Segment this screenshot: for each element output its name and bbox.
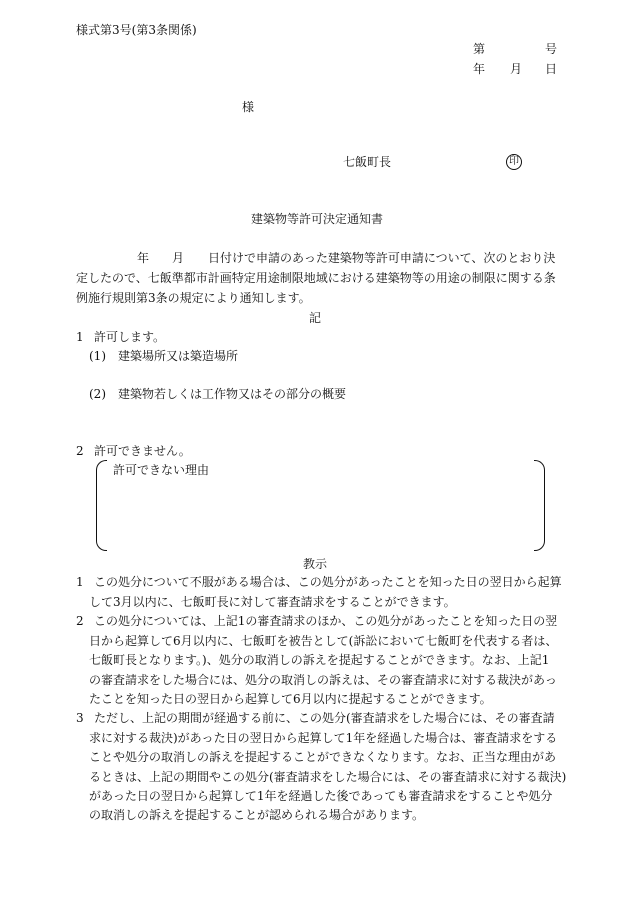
instruction-line: があった日の翌日から起算して1年を経過した後であっても審査請求をすることや処分 <box>89 789 553 803</box>
date-month: 月 <box>510 62 523 76</box>
instruction-line: ただし、上記の期間が経過する前に、この処分(審査請求をした場合には、その審査請 <box>94 711 555 725</box>
instruction-line: 日から起算して6月以内に、七飯町を被告として(訴訟において七飯町を代表する者は、 <box>89 634 558 648</box>
section-number: 1 <box>76 330 84 344</box>
instruction-line: この処分について不服がある場合は、この処分があったことを知った日の翌日から起算 <box>94 575 562 589</box>
seal-mark: 印 <box>506 154 522 170</box>
number-suffix: 号 <box>545 42 558 56</box>
instruction-line: の審査請求をした場合には、処分の取消しの訴えは、その審査請求に対する裁決があっ <box>89 673 557 687</box>
instruction-line: ことや処分の取消しの訴えを提起することができなくなります。なお、正当な理由があ <box>89 750 557 764</box>
document-title: 建築物等許可決定通知書 <box>251 212 384 226</box>
instruction-line: の取消しの訴えを提起することが認められる場合があります。 <box>89 808 425 822</box>
instruction-line: 七飯町長となります。)、処分の取消しの訴えを提起することができます。なお、上記1 <box>89 653 550 667</box>
instruction-line: たことを知った日の翌日から起算して6月以内に提起することができます。 <box>89 692 492 706</box>
instruction-line: るときは、上記の期間やこの処分(審査請求をした場合には、その審査請求に対する裁決) <box>89 770 567 784</box>
section-text: 許可できません。 <box>94 444 191 458</box>
instruction-number: 3 <box>76 711 84 725</box>
instruction-line: この処分については、上記1の審査請求のほか、この処分があったことを知った日の翌 <box>94 614 558 628</box>
intro-line-3: 例施行規則第3条の規定により通知します。 <box>76 291 311 305</box>
reason-bracket-right <box>534 460 545 551</box>
reason-label: 許可できない理由 <box>113 463 210 477</box>
date-day: 日 <box>545 62 558 76</box>
item-number: (1) <box>89 349 106 363</box>
sender: 七飯町長 <box>343 155 392 169</box>
instruction-number: 2 <box>76 614 84 628</box>
reason-bracket-left <box>96 460 107 551</box>
instruction-line: して3月以内に、七飯町長に対して審査請求をすることができます。 <box>89 595 456 609</box>
item-text: 建築場所又は築造場所 <box>118 349 239 363</box>
intro-line-2: 定したので、七飯準都市計画特定用途制限地域における建築物等の用途の制限に関する条 <box>76 271 556 285</box>
item-text: 建築物若しくは工作物又はその部分の概要 <box>118 387 347 401</box>
intro-month: 月 <box>172 251 185 265</box>
instruction-number: 1 <box>76 575 84 589</box>
intro-year: 年 <box>137 251 150 265</box>
number-prefix: 第 <box>473 42 486 56</box>
addressee-suffix: 様 <box>242 100 255 114</box>
ki-heading: 記 <box>309 311 322 325</box>
form-label: 様式第3号(第3条関係) <box>76 23 197 37</box>
section-number: 2 <box>76 444 84 458</box>
instruction-line: 求に対する裁決)があった日の翌日から起算して1年を経過した場合は、審査請求をする <box>89 731 558 745</box>
date-year: 年 <box>473 62 486 76</box>
intro-line-1: 日付けで申請のあった建築物等許可申請について、次のとおり決 <box>208 251 556 265</box>
instruction-title: 教示 <box>303 557 328 571</box>
item-number: (2) <box>89 387 106 401</box>
section-text: 許可します。 <box>94 330 166 344</box>
